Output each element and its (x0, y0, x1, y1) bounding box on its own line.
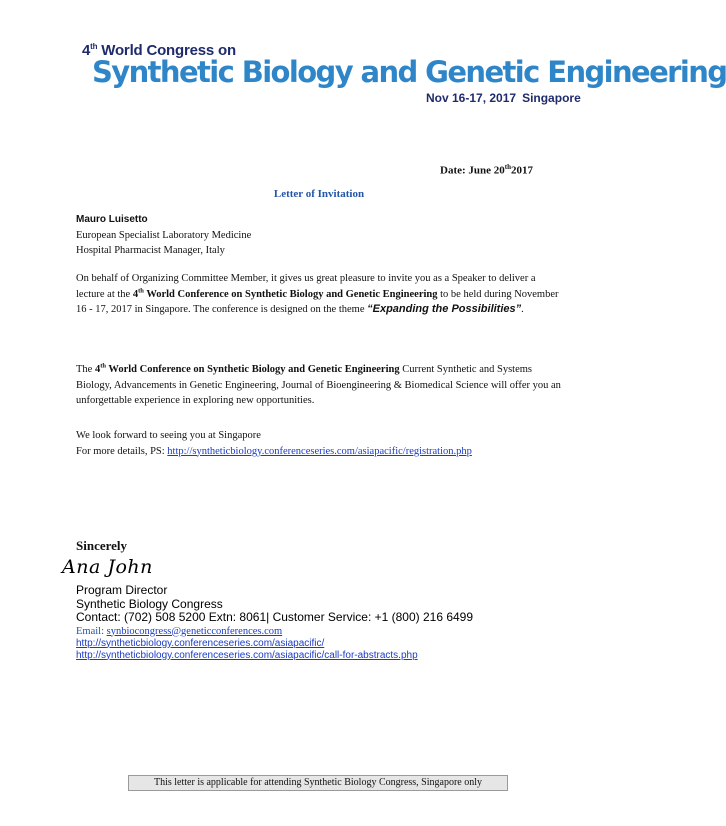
p1-theme: “Expanding the Possibilities” (367, 303, 522, 315)
p2-conf-name: World Conference on Synthetic Biology and Genetic Engineering (108, 364, 400, 375)
sig-url2-line (76, 650, 473, 662)
recipient-name: Mauro Luisetto (76, 214, 148, 225)
date-year: 2017 (511, 164, 534, 177)
footer-note: This letter is applicable for attending Synthetic Biology Congress, Singapore only (128, 775, 508, 791)
letter-title: Letter of Invitation (273, 188, 365, 200)
abstracts-link[interactable]: http://syntheticbiology.conferenceseries.com/asiapacific/call-for-abstracts.php (76, 649, 418, 661)
paragraph-invitation (76, 271, 566, 318)
event-prefix-text: World Congress on (101, 42, 236, 59)
p1-ord: 4 (132, 288, 139, 300)
p2-text-b: Current Synthetic and Systems Biology, Advancements in Genetic Engineering, Journal of Bioengineering & Biomedical Science will offer you an unforgettable experience in exploring new opportunities. (76, 364, 561, 406)
date-label: Date: June 20 (440, 164, 505, 177)
p1-ord-suffix: th (138, 287, 144, 294)
p2-ord: 4 (94, 364, 101, 375)
p2-conf (95, 364, 400, 375)
event-city: Singapore (522, 91, 581, 105)
ordinal: 4 (82, 42, 91, 59)
p3-details (76, 444, 566, 460)
recipient-line2: Hospital Pharmacist Manager, Italy (76, 245, 225, 256)
date-suffix: th (504, 163, 512, 171)
p3-line1: We look forward to seeing you at Singapore (76, 430, 261, 441)
p1-conf-name: World Conference on Synthetic Biology and Genetic Engineering (146, 288, 438, 300)
signature: Ana John (62, 556, 153, 578)
p2-text-a: The (76, 364, 93, 375)
p1-text-a: On behalf of Organizing Committee Member, it gives us great pleasure to invite you as a Speaker to deliver a lecture at the (76, 273, 536, 300)
email-label: Email: (76, 625, 104, 637)
letter-date (440, 163, 533, 177)
paragraph-closing (76, 428, 566, 459)
sig-email-line (76, 625, 473, 638)
p1-conf (133, 289, 438, 300)
p2-ord-suffix: th (100, 362, 106, 370)
sincerely: Sincerely (76, 538, 128, 553)
ordinal-suffix: th (90, 42, 98, 51)
event-dates: Nov 16-17, 2017 (426, 91, 517, 105)
email-link[interactable]: synbiocongress@geneticconferences.com (106, 625, 283, 637)
sig-org: Synthetic Biology Congress (76, 596, 223, 611)
website-link[interactable]: http://syntheticbiology.conferenceseries.com/asiapacific/ (76, 637, 325, 649)
recipient-block (76, 212, 566, 259)
p3-details-label: For more details, PS: (76, 445, 165, 457)
p1-end: . (521, 304, 524, 315)
sig-contact: Contact: (702) 508 5200 Extn: 8061| Customer Service: +1 (800) 216 6499 (76, 610, 474, 624)
sig-role: Program Director (76, 583, 168, 597)
signature-block (76, 584, 473, 662)
sig-url1-line (76, 638, 473, 650)
recipient-line1: European Specialist Laboratory Medicine (76, 229, 252, 241)
registration-link[interactable]: http://syntheticbiology.conferenceseries.com/asiapacific/registration.php (167, 445, 472, 457)
p1-text-b: to be held during November 16 - 17, 2017 in Singapore. The conference is designed on the theme (76, 288, 559, 315)
event-title: Synthetic Biology and Genetic Engineering (92, 55, 726, 89)
event-date-location (426, 91, 581, 105)
paragraph-conference (76, 362, 566, 409)
